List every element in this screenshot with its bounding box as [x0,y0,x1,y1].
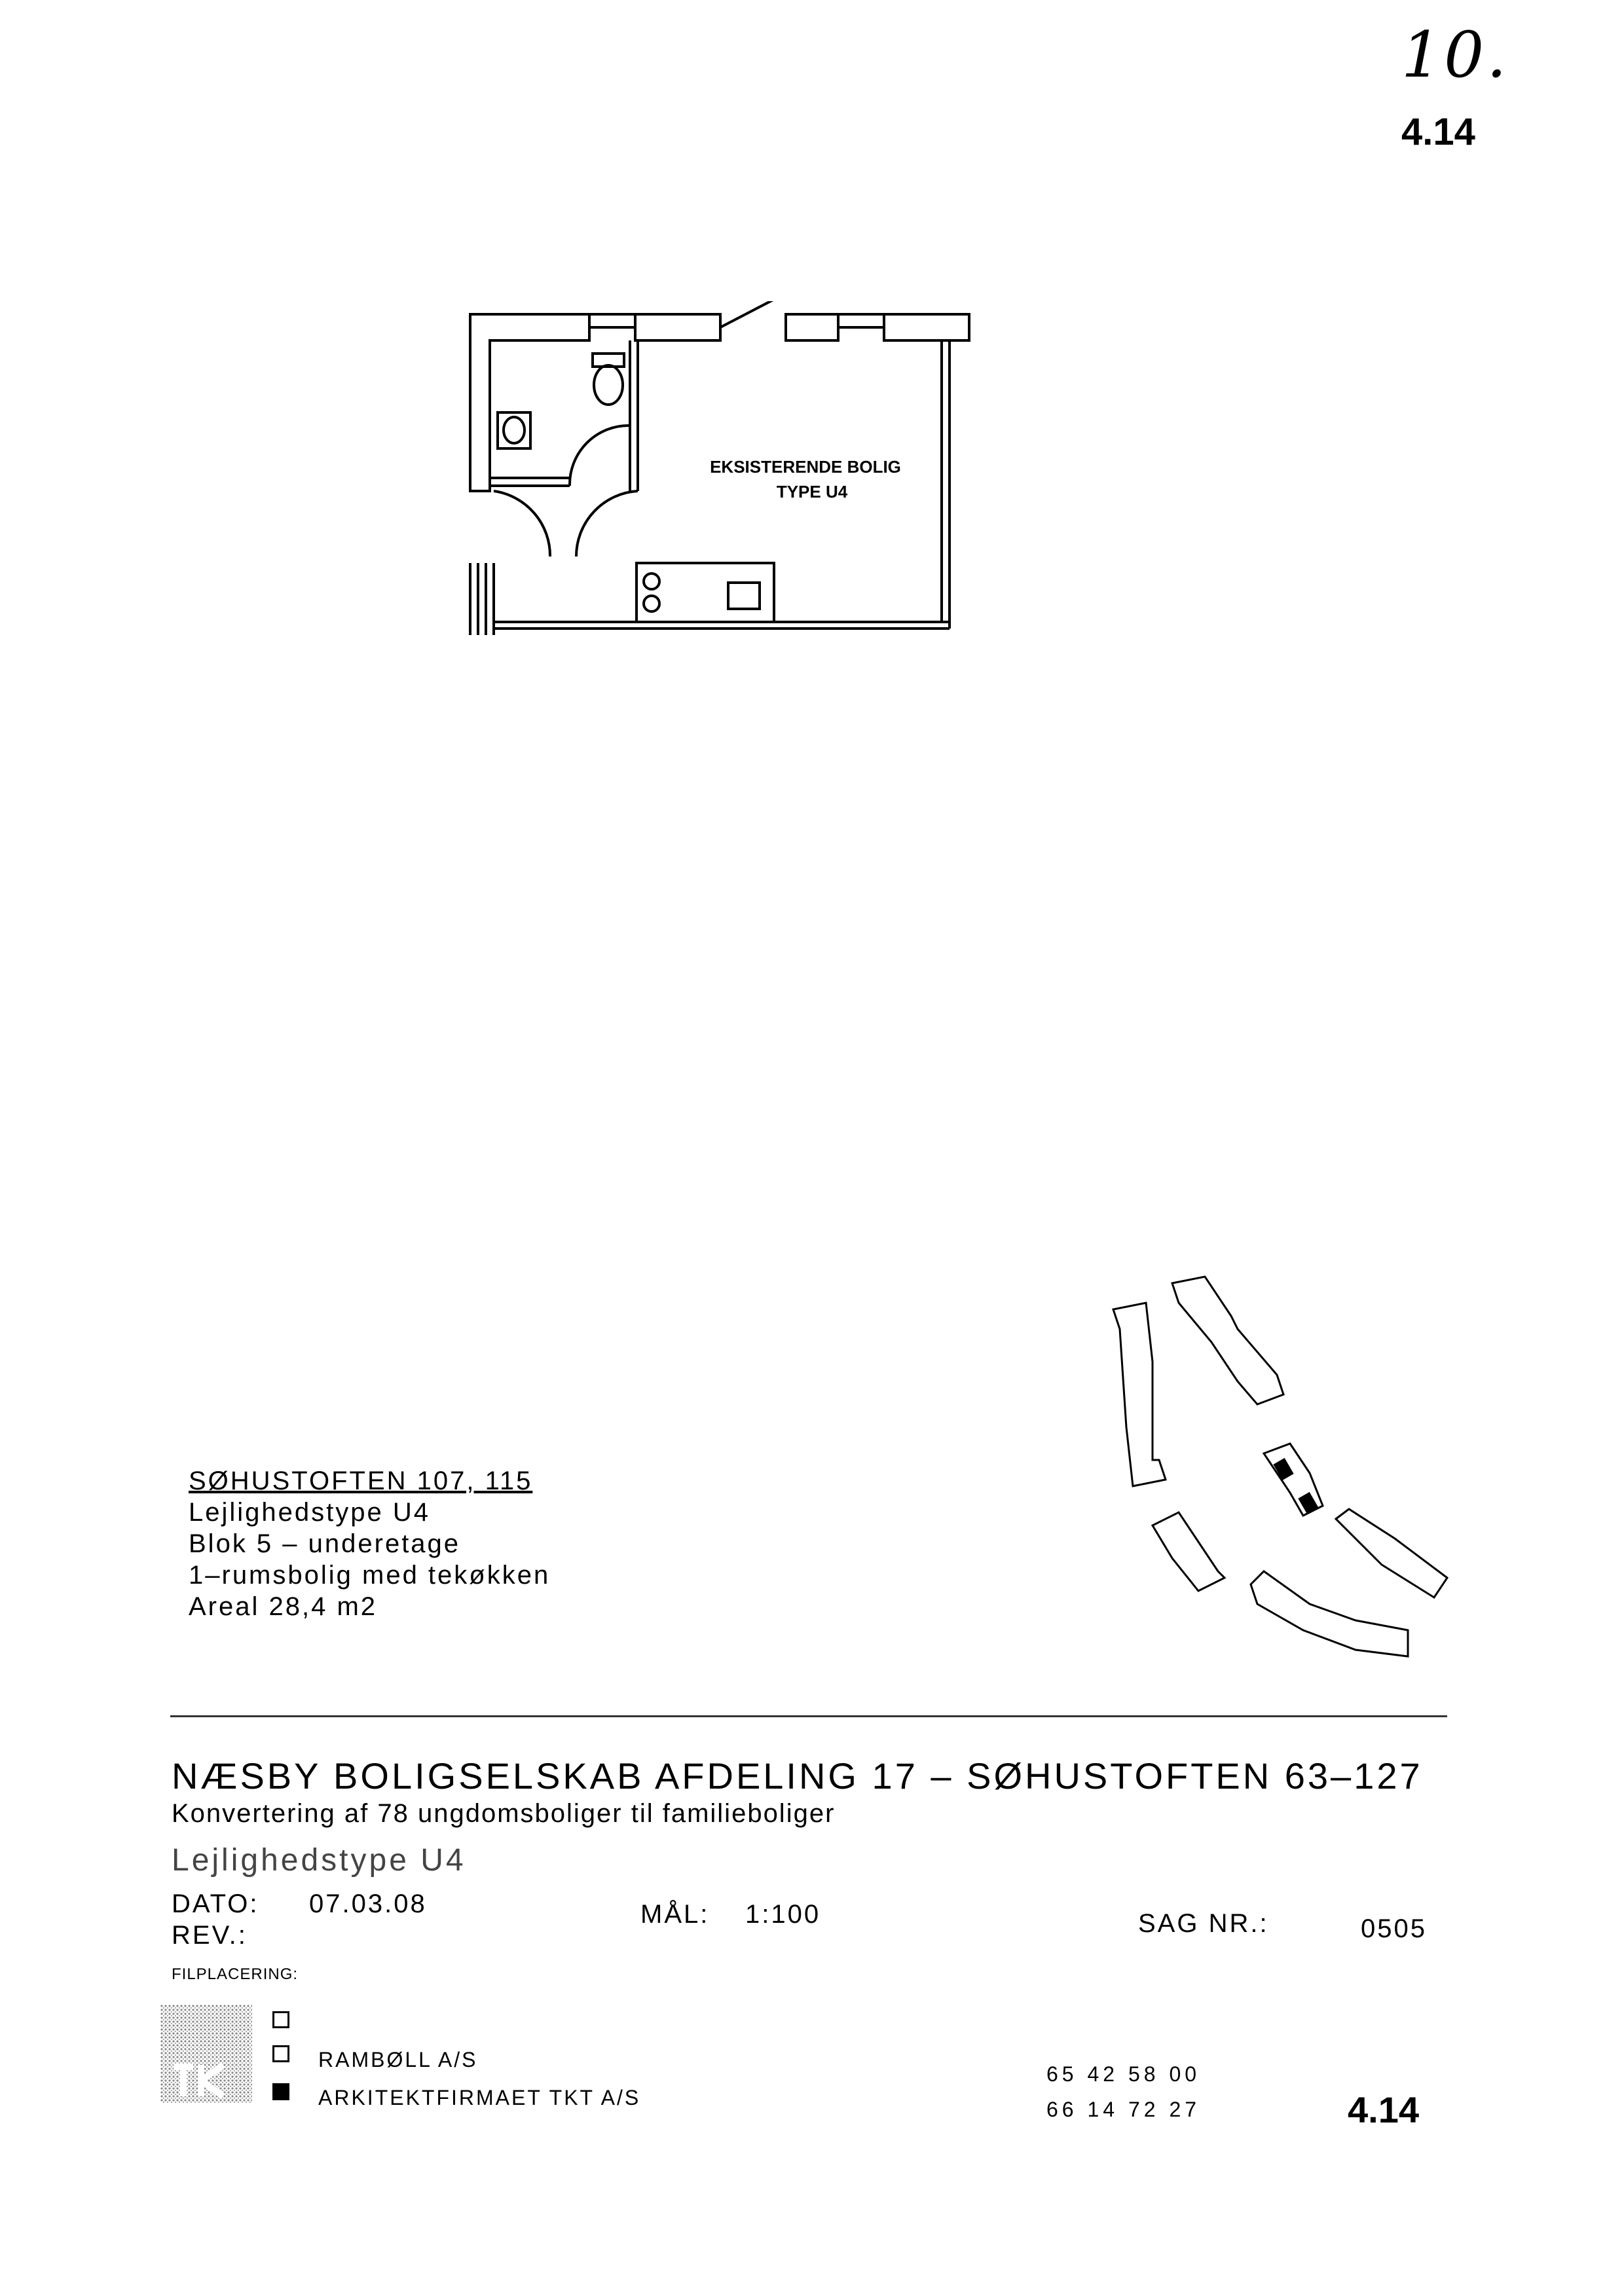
phone-rambøll: 65 42 58 00 [1046,2062,1201,2086]
wall-top-far-right [884,314,969,340]
scale-value: 1:100 [745,1900,821,1929]
sheet-number-bottom: 4.14 [1348,2089,1419,2130]
wall-top-left [470,314,589,491]
door-swing-bathroom [570,426,630,486]
door-swing-entry-left [494,491,550,556]
rev-label: REV.: [172,1921,248,1950]
door-swing-entry-right [576,491,638,556]
site-plan [1080,1264,1473,1683]
wall-top-right [786,314,838,340]
checkbox-tkt-filled [272,2083,289,2100]
checkbox-rambøll [272,2045,289,2062]
address-type: Lejlighedstype U4 [189,1498,430,1527]
plan-label-line1: EKSISTERENDE BOLIG [710,457,901,477]
date-label: DATO: [172,1889,259,1918]
date-value: 07.03.08 [309,1889,427,1918]
tkt-logo [160,2005,252,2103]
checkbox-empty [272,2011,289,2028]
bathroom-wall-right [630,340,638,491]
building-4 [1153,1512,1225,1591]
address-street: SØHUSTOFTEN 107, 115 [189,1467,533,1495]
phone-tkt: 66 14 72 27 [1046,2098,1201,2121]
highlight-unit-1 [1273,1458,1293,1480]
building-6 [1251,1571,1408,1656]
kitchen-sink [728,583,760,609]
address-rooms: 1–rumsbolig med tekøkken [189,1561,551,1590]
floor-plan [452,301,976,655]
kitchenette [637,563,774,622]
hob-2 [644,596,659,611]
hob-1 [644,574,659,589]
address-block-floor: Blok 5 – underetage [189,1529,461,1558]
building-5 [1336,1509,1447,1597]
project-subtitle: Konvertering af 78 ungdomsboliger til familieboliger [172,1799,836,1828]
door-swing-terrace [720,301,786,327]
wall-top-middle [635,314,720,340]
case-value: 0505 [1361,1914,1427,1943]
firm-rambøll: RAMBØLL A/S [318,2048,478,2071]
handwritten-page-number: 10. [1401,18,1509,92]
plan-label-line2: TYPE U4 [776,482,848,501]
window-top-right [838,314,884,327]
building-2 [1172,1277,1283,1404]
drawing-type: Lejlighedstype U4 [172,1843,466,1878]
project-title: NÆSBY BOLIGSELSKAB AFDELING 17 – SØHUSTOFTEN 63–127 [172,1755,1423,1796]
firm-tkt: ARKITEKTFIRMAET TKT A/S [318,2086,641,2109]
wall-left-lower [470,563,494,635]
sheet-number-top: 4.14 [1401,111,1475,153]
address-block [189,1465,550,1622]
building-1 [1113,1303,1166,1486]
scale-label: MÅL: [640,1900,710,1929]
file-location-label: FILPLACERING: [172,1965,299,1983]
bathroom-wall [490,478,570,486]
toilet-bowl [594,365,623,405]
title-block-rule [170,1715,1447,1717]
case-label: SAG NR.: [1138,1909,1269,1938]
window-top-left [589,314,635,327]
address-area: Areal 28,4 m2 [189,1592,378,1621]
